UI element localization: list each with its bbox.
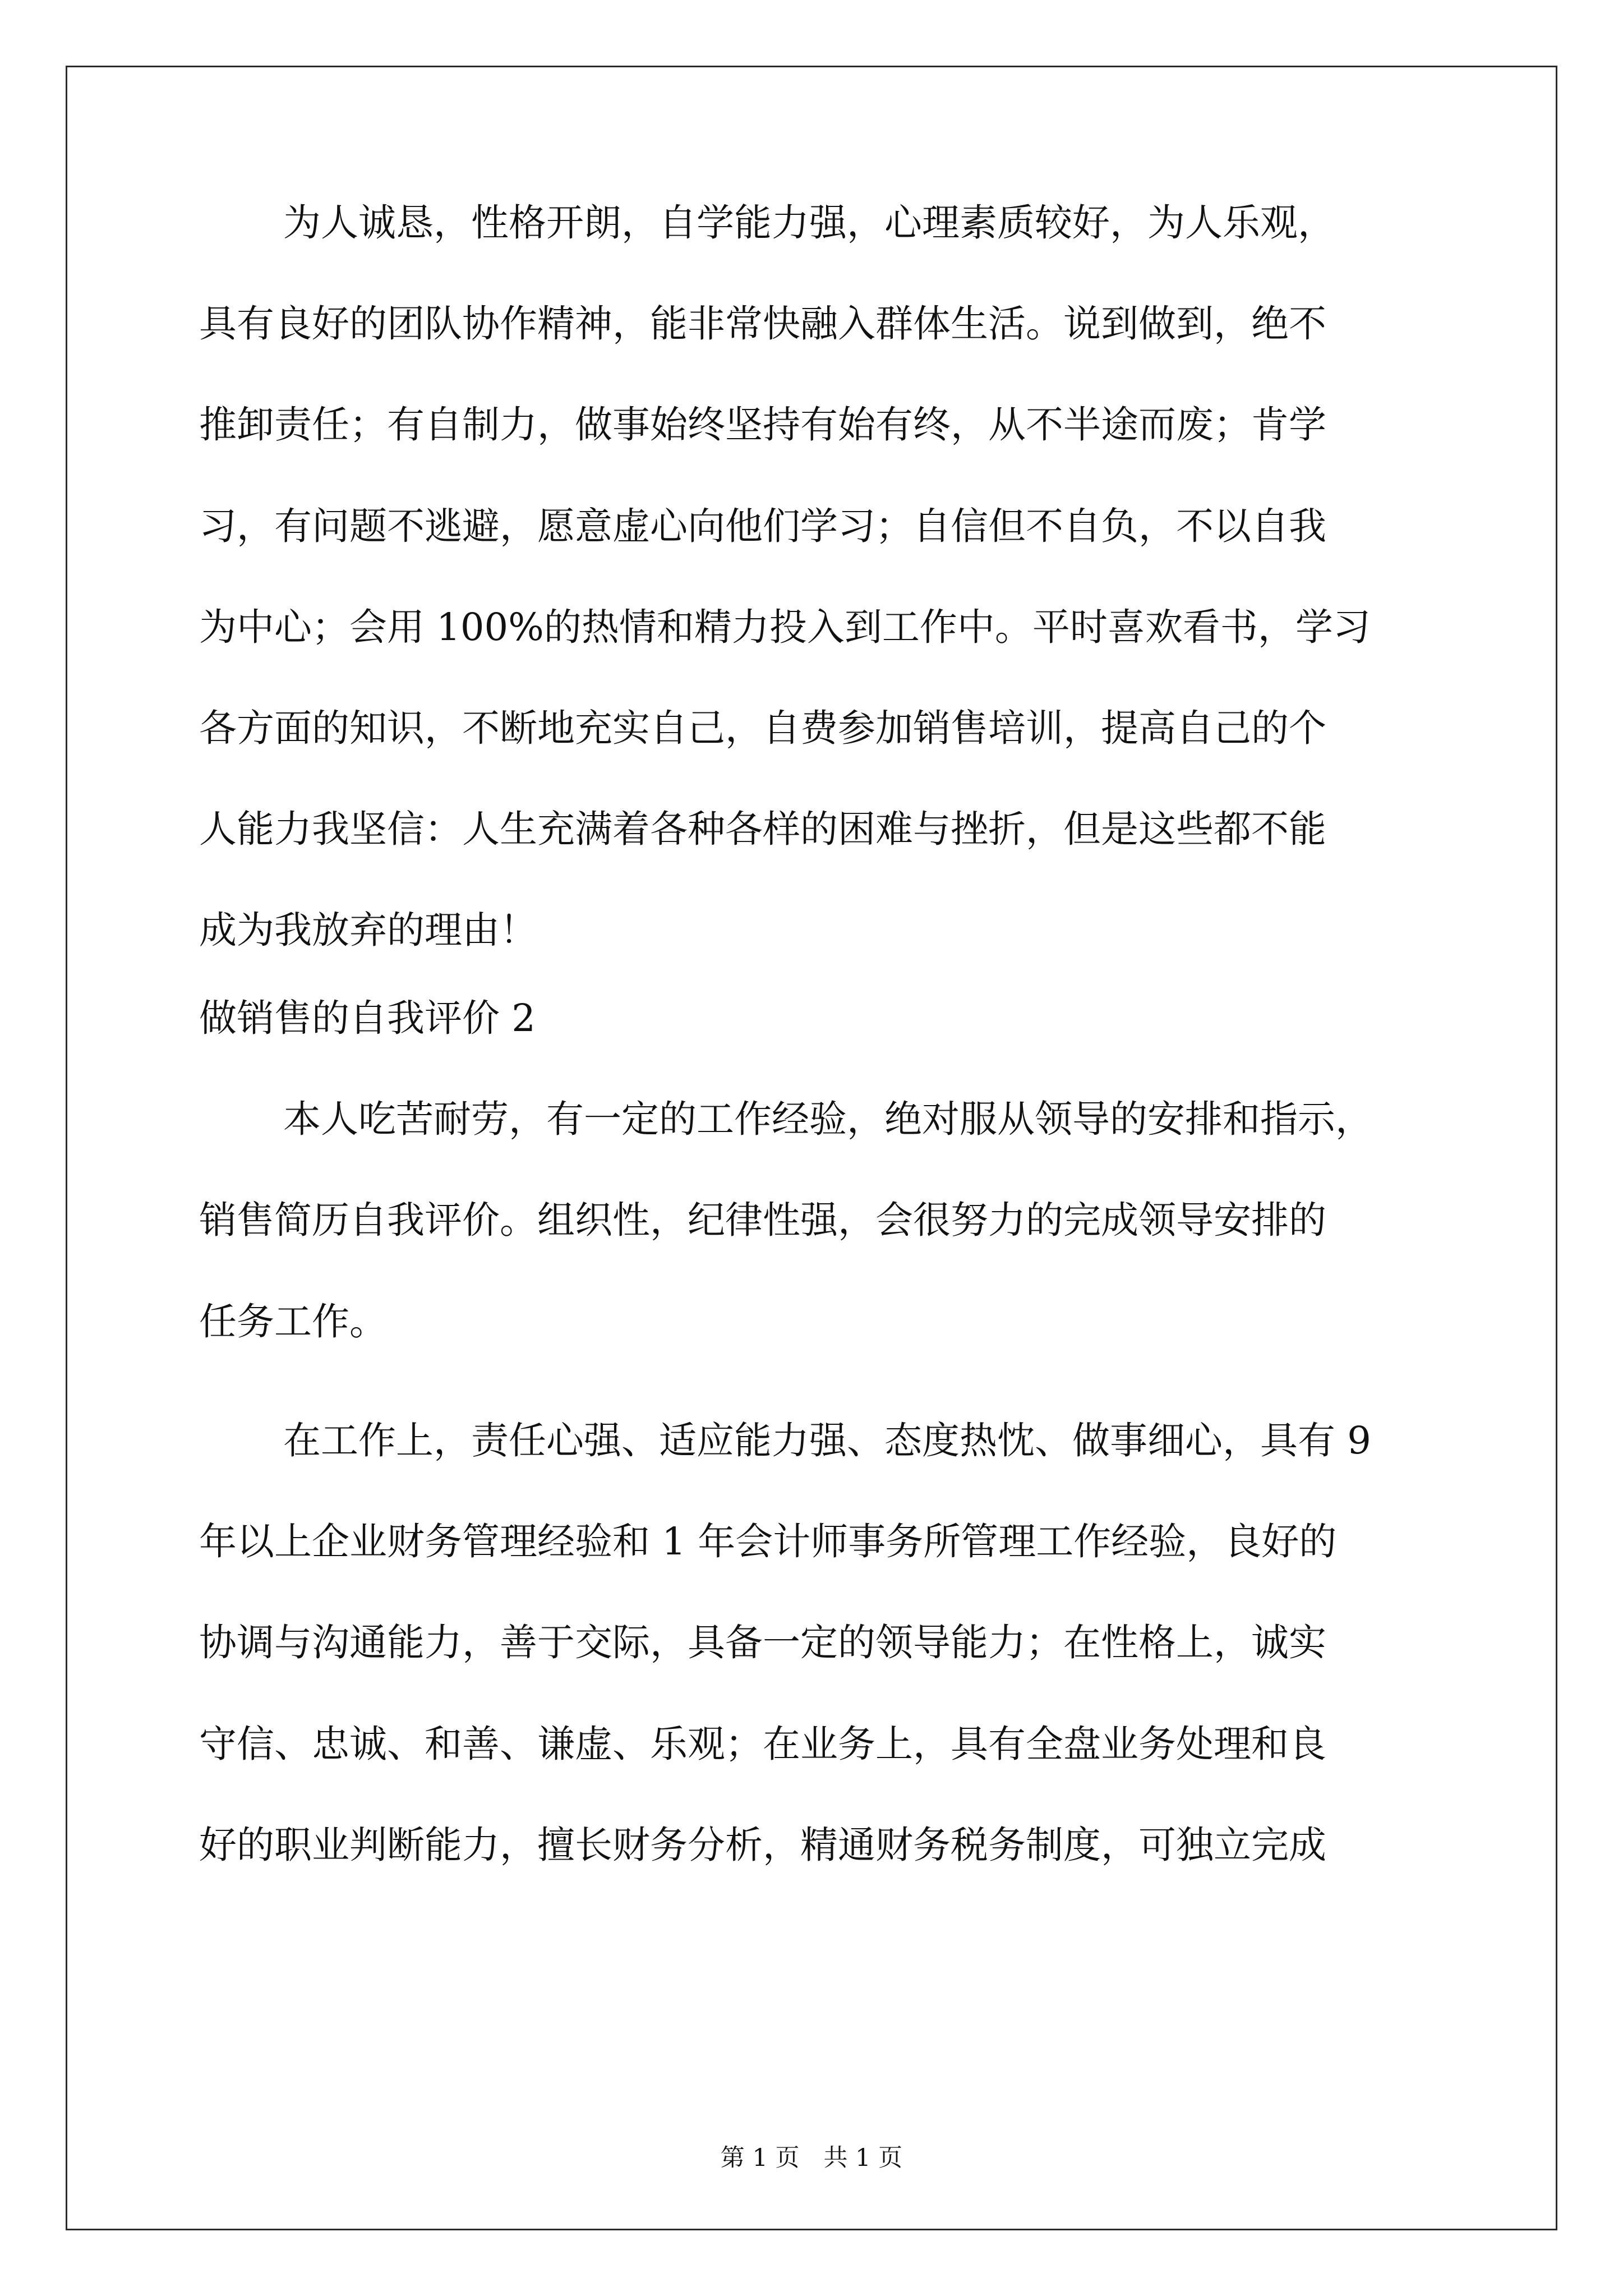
- paragraph-1-line: 推卸责任；有自制力，做事始终坚持有始有终，从不半途而废；肯学: [199, 403, 1326, 447]
- page-border: [66, 66, 1557, 2230]
- paragraph-1-line: 各方面的知识，不断地充实自己，自费参加销售培训，提高自己的个: [199, 706, 1326, 750]
- paragraph-2-line: 销售简历自我评价。组织性，纪律性强，会很努力的完成领导安排的: [199, 1198, 1326, 1242]
- paragraph-3-line: 守信、忠诚、和善、谦虚、乐观；在业务上，具有全盘业务处理和良: [199, 1722, 1326, 1766]
- paragraph-1-line: 为人诚恳，性格开朗，自学能力强，心理素质较好，为人乐观，: [283, 201, 1335, 245]
- paragraph-1-line: 人能力我坚信：人生充满着各种各样的困难与挫折，但是这些都不能: [199, 807, 1326, 851]
- paragraph-3-line: 协调与沟通能力，善于交际，具备一定的领导能力；在性格上，诚实: [199, 1621, 1326, 1664]
- page-footer: 第 1 页 共 1 页: [720, 2144, 903, 2172]
- paragraph-3-line: 年以上企业财务管理经验和 1 年会计师事务所管理工作经验，良好的: [199, 1520, 1337, 1563]
- paragraph-1-line: 成为我放弃的理由！: [199, 908, 537, 952]
- paragraph-2-line: 任务工作。: [199, 1300, 387, 1343]
- paragraph-3-line: 在工作上，责任心强、适应能力强、态度热忱、做事细心，具有 9: [283, 1419, 1371, 1462]
- paragraph-3-line: 好的职业判断能力，擅长财务分析，精通财务税务制度，可独立完成: [199, 1823, 1326, 1867]
- paragraph-1-line: 习，有问题不逃避，愿意虚心向他们学习；自信但不自负，不以自我: [199, 504, 1326, 548]
- paragraph-1-line: 具有良好的团队协作精神，能非常快融入群体生活。说到做到，绝不: [199, 302, 1326, 346]
- paragraph-2-line: 本人吃苦耐劳，有一定的工作经验，绝对服从领导的安排和指示，: [283, 1097, 1373, 1141]
- paragraph-1-line: 为中心；会用 100%的热情和精力投入到工作中。平时喜欢看书，学习: [199, 605, 1371, 649]
- section-heading: 做销售的自我评价 2: [199, 996, 536, 1040]
